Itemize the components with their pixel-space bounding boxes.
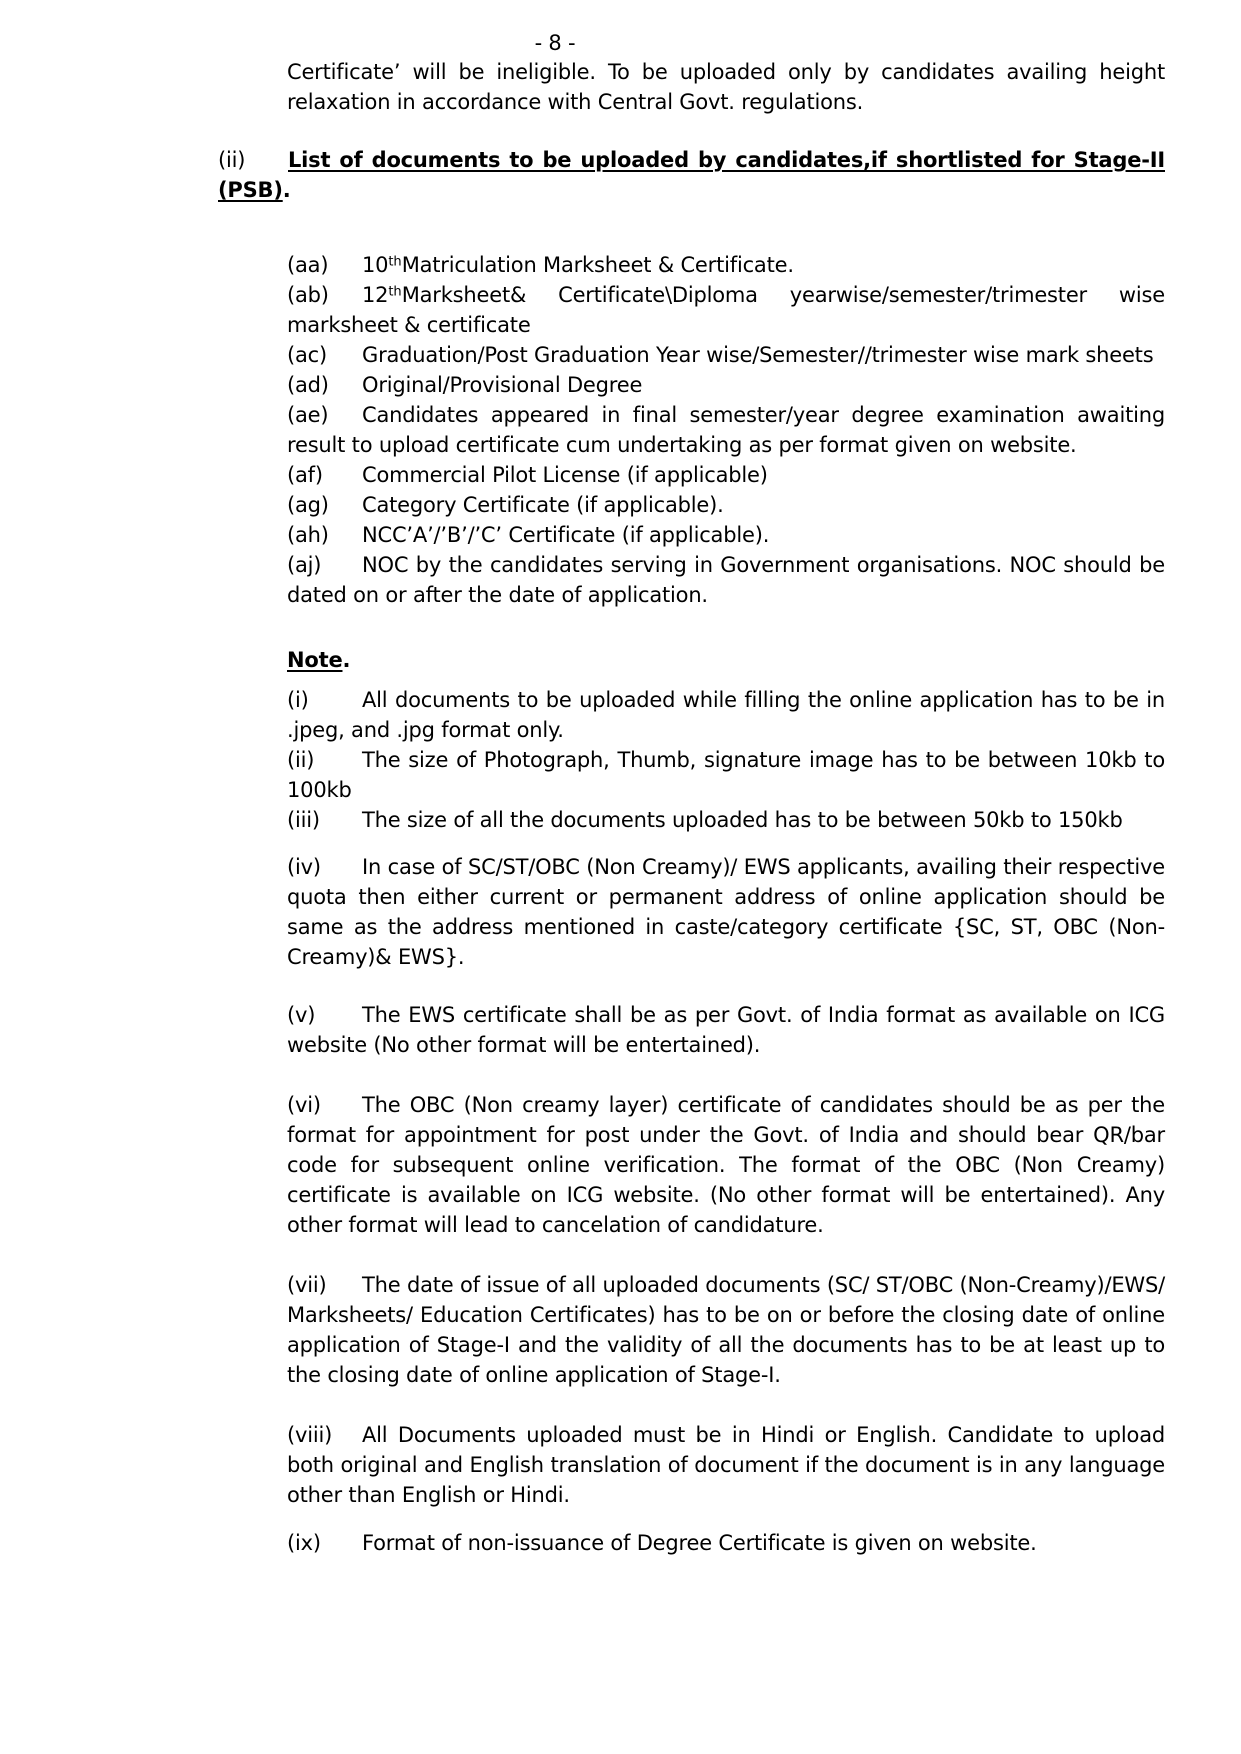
- note-item-viii: [287, 1420, 1165, 1510]
- ordinal-superscript: th: [388, 284, 402, 300]
- item-tag: (iii): [287, 808, 320, 832]
- item-text: Graduation/Post Graduation Year wise/Semester//trimester wise mark sheets: [362, 343, 1154, 367]
- item-text: Format of non-issuance of Degree Certificate is given on website.: [362, 1531, 1037, 1555]
- item-tag: (ag): [287, 493, 329, 517]
- item-tag: (ae): [287, 403, 329, 427]
- doc-list-item-ab: [287, 280, 1165, 340]
- item-text: All documents to be uploaded while filling the online application has to be in .jpeg, and .jpg format only.: [287, 688, 1165, 742]
- note-item-iv: [287, 852, 1165, 972]
- item-text: All Documents uploaded must be in Hindi or English. Candidate to upload both original and English translation of document if the document is in any language other than English or Hindi.: [287, 1423, 1165, 1507]
- item-text: Category Certificate (if applicable).: [362, 493, 724, 517]
- item-tag: (vi): [287, 1093, 321, 1117]
- item-tag: (iv): [287, 855, 321, 879]
- note-title-period: .: [342, 648, 351, 672]
- item-text: The size of Photograph, Thumb, signature image has to be between 10kb to 100kb: [287, 748, 1165, 802]
- item-text-pre: 12: [362, 283, 389, 307]
- item-tag: (ab): [287, 283, 329, 307]
- item-tag: (v): [287, 1003, 316, 1027]
- item-text: NCC’A’/’B’/’C’ Certificate (if applicable).: [362, 523, 770, 547]
- item-tag: (ac): [287, 343, 328, 367]
- item-text: The date of issue of all uploaded documents (SC/ ST/OBC (Non-Creamy)/EWS/ Marksheets/ Education Certificates) has to be on or before the closing date of online application of Stage-I and the validity of all the documents has to be at least up to the closing date of online application of Stage-I.: [287, 1273, 1165, 1387]
- doc-list-item-ag: [287, 490, 1165, 520]
- intro-paragraph: Certificate’ will be ineligible. To be uploaded only by candidates availing height relaxation in accordance with Central Govt. regulations.: [287, 60, 1165, 114]
- note-item-vii: [287, 1270, 1165, 1390]
- section-heading-period: .: [282, 178, 291, 202]
- item-text: Original/Provisional Degree: [362, 373, 643, 397]
- item-text: NOC by the candidates serving in Government organisations. NOC should be dated on or after the date of application.: [287, 553, 1165, 607]
- item-tag: (ix): [287, 1531, 321, 1555]
- doc-list-item-aa: [287, 250, 1165, 280]
- item-text: The EWS certificate shall be as per Govt. of India format as available on ICG website (No other format will be entertained).: [287, 1003, 1165, 1057]
- note-item-v: [287, 1000, 1165, 1060]
- doc-list-item-aj: [287, 550, 1165, 610]
- item-tag: (i): [287, 688, 309, 712]
- item-tag: (af): [287, 463, 323, 487]
- item-tag: (viii): [287, 1423, 333, 1447]
- page-number: - 8 -: [534, 31, 576, 55]
- section-heading-number: (ii): [218, 148, 246, 172]
- doc-list-item-ae: [287, 400, 1165, 460]
- item-tag: (aj): [287, 553, 322, 577]
- note-item-ix: [287, 1528, 1165, 1558]
- section-heading: [218, 145, 1165, 205]
- doc-list-item-af: [287, 460, 1165, 490]
- item-tag: (ah): [287, 523, 329, 547]
- note-item-iii: [287, 805, 1165, 835]
- section-heading-text: List of documents to be uploaded by candidates,if shortlisted for Stage-II (PSB): [218, 148, 1165, 202]
- document-body: [218, 57, 1165, 1558]
- doc-list-item-ah: [287, 520, 1165, 550]
- item-text-pre: 10: [362, 253, 389, 277]
- item-text: The size of all the documents uploaded has to be between 50kb to 150kb: [362, 808, 1123, 832]
- item-text: Candidates appeared in final semester/year degree examination awaiting result to upload certificate cum undertaking as per format given on website.: [287, 403, 1165, 457]
- item-tag: (ad): [287, 373, 329, 397]
- item-tag: (aa): [287, 253, 329, 277]
- note-item-ii: [287, 745, 1165, 805]
- doc-list-item-ad: [287, 370, 1165, 400]
- item-text: The OBC (Non creamy layer) certificate of candidates should be as per the format for appointment for post under the Govt. of India and should bear QR/bar code for subsequent online verification. The format of the OBC (Non Creamy) certificate is available on ICG website. (No other format will be entertained). Any other format will lead to cancelation of candidature.: [287, 1093, 1165, 1237]
- item-text: Matriculation Marksheet & Certificate.: [401, 253, 794, 277]
- doc-list-item-ac: [287, 340, 1165, 370]
- item-tag: (vii): [287, 1273, 327, 1297]
- item-text: Commercial Pilot License (if applicable): [362, 463, 768, 487]
- note-item-vi: [287, 1090, 1165, 1240]
- item-text: Marksheet& Certificate\Diploma yearwise/semester/trimester wise marksheet & certificate: [287, 283, 1165, 337]
- note-title: [287, 645, 1165, 675]
- item-text: In case of SC/ST/OBC (Non Creamy)/ EWS applicants, availing their respective quota then either current or permanent address of online application should be same as the address mentioned in caste/category certificate {SC, ST, OBC (Non-Creamy)& EWS}.: [287, 855, 1165, 969]
- item-tag: (ii): [287, 748, 315, 772]
- ordinal-superscript: th: [388, 254, 402, 270]
- note-item-i: [287, 685, 1165, 745]
- note-title-text: Note: [287, 648, 343, 672]
